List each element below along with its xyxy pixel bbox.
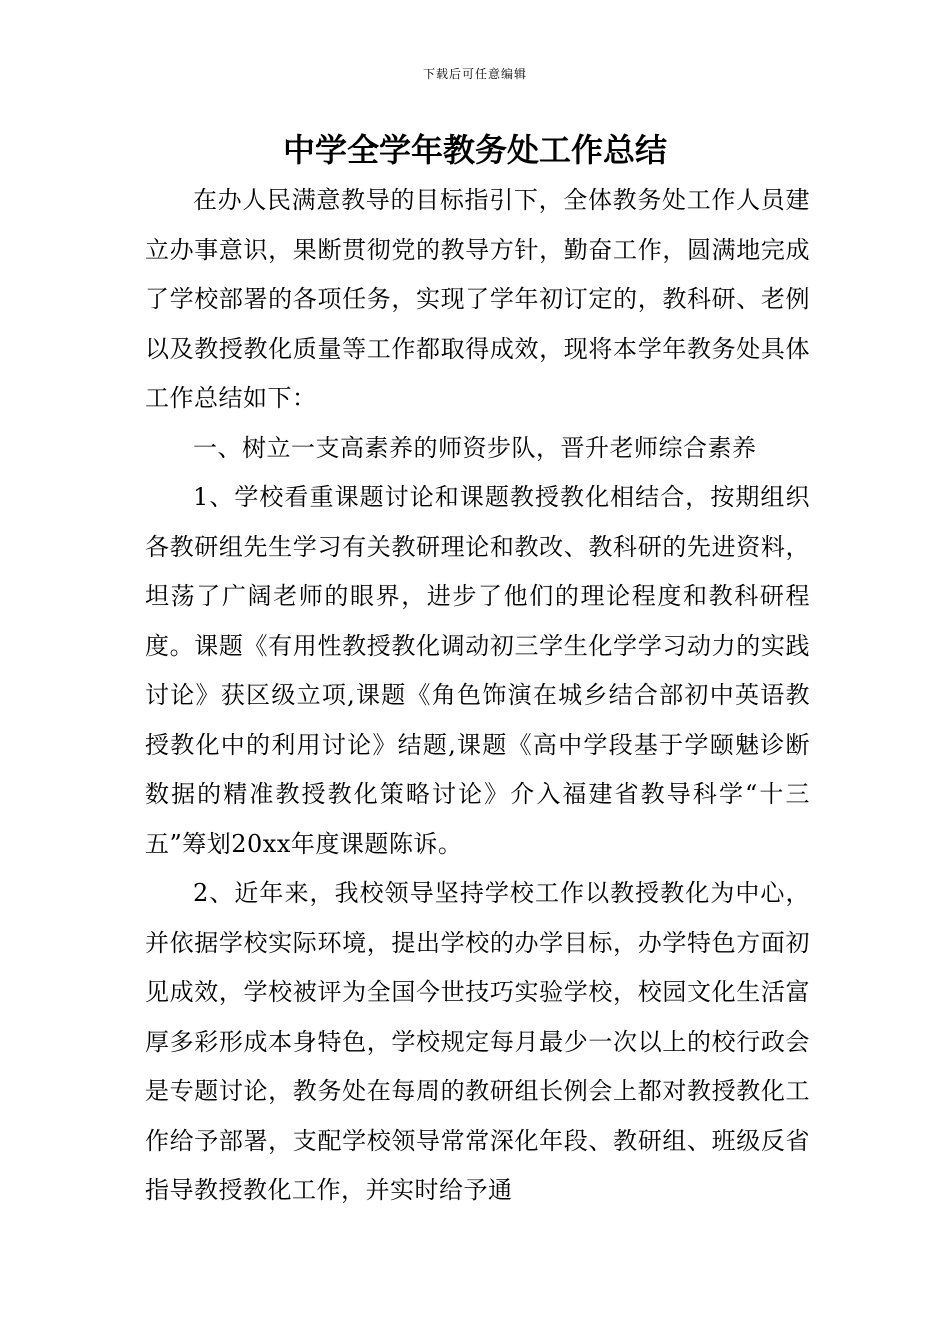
paragraph-item-1: 1、学校看重课题讨论和课题教授教化相结合，按期组织各教研组先生学习有关教研理论和教改、教科研的先进资料，坦荡了广阔老师的眼界，进步了他们的理论程度和教科研程度。课题《有用性教授教化调动初三学生化学学习动力的实践讨论》获区级立项,课题《角色饰演在城乡结合部初中英语教授教化中的利用讨论》结题,课题《高中学段基于学颐魅诊断数据的精准教授教化策略讨论》介入福建省教导科学“十三五”筹划20xx年度课题陈诉。: [145, 483, 810, 858]
paragraph-intro: 在办人民满意教导的目标指引下，全体教务处工作人员建立办事意识，果断贯彻党的教导方针，勤奋工作，圆满地完成了学校部署的各项任务，实现了学年初订定的，教科研、老例以及教授教化质量等工作都取得成效，现将本学年教务处具体工作总结如下：: [145, 186, 810, 412]
document-body: [145, 176, 810, 1216]
document-title: 中学全学年教务处工作总结: [282, 131, 667, 169]
paragraph-section-heading: 一、树立一支高素养的师资步队，晋升老师综合素养: [193, 433, 757, 462]
paragraph-item-2: 2、近年来，我校领导坚持学校工作以教授教化为中心，并依据学校实际环境，提出学校的办学目标，办学特色方面初见成效，学校被评为全国今世技巧实验学校，校园文化生活富厚多彩形成本身特色，学校规定每月最少一次以上的校行政会是专题讨论，教务处在每周的教研组长例会上都对教授教化工作给予部署，支配学校领导常常深化年段、教研组、班级反省指导教授教化工作，并实时给予通: [145, 879, 810, 1204]
header-note: 下载后可任意编辑: [422, 67, 527, 81]
